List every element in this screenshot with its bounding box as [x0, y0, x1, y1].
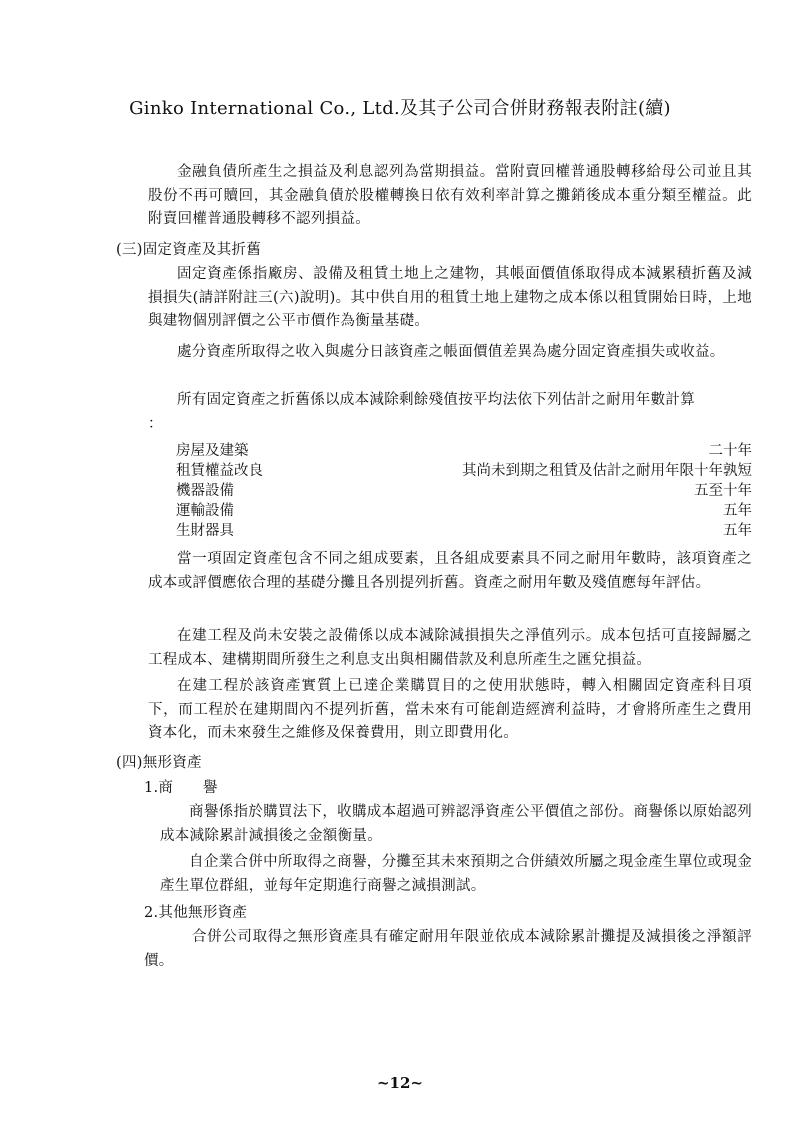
- paragraph-fixed-assets-definition: 固定資產係指廠房、設備及租賃土地上之建物，其帳面價值係取得成本減累積折舊及減損損失(請詳附註三(六)說明)。其中供自用的租賃土地上建物之成本係以租賃開始日時，上地與建物個別評價之公平市價作為衡量基礎。: [148, 266, 752, 329]
- paragraph-disposal: 處分資產所取得之收入與處分日該資產之帳面價值差異為處分固定資產損失或收益。: [177, 344, 725, 360]
- section-heading-fixed-assets: (三)固定資產及其折舊: [116, 242, 262, 258]
- paragraph-other-intangible: 合併公司取得之無形資產具有確定耐用年限並依成本減除累計攤提及減損後之淨額評價。: [144, 929, 752, 969]
- useful-life-label: 租賃權益改良: [176, 463, 263, 479]
- subheading-other-intangible: 2.其他無形資產: [144, 905, 248, 921]
- paragraph-depreciation: 所有固定資產之折舊係以成本減除剩餘殘值按平均法依下列估計之耐用年數計算: [177, 392, 695, 408]
- useful-life-value: 其尚未到期之租賃及估計之耐用年限十年孰短: [462, 463, 752, 479]
- useful-life-row: [176, 521, 752, 541]
- paragraph-components: 當一項固定資產包含不同之組成要素，且各組成要素具不同之耐用年數時，該項資產之成本或評價應依合理的基礎分攤且各別提列折舊。資產之耐用年數及殘值應每年評估。: [148, 551, 752, 591]
- useful-life-label: 機器設備: [176, 483, 234, 499]
- useful-life-label: 運輸設備: [176, 503, 234, 519]
- useful-life-row: [176, 501, 752, 521]
- page-number: ~12~: [376, 1074, 423, 1092]
- page-title: Ginko International Co., Ltd.及其子公司合併財務報表附註(續): [129, 98, 671, 119]
- useful-life-label: 房屋及建築: [176, 443, 249, 459]
- section-heading-intangible-assets: (四)無形資產: [116, 755, 202, 771]
- paragraph-construction-transfer: 在建工程於該資產實質上已達企業購買目的之使用狀態時，轉入相關固定資產科目項下，而工程於在建期間內不提列折舊，當未來有可能創造經濟利益時，才會將所產生之費用資本化，而未來發生之維修及保養費用，則立即費用化。: [148, 678, 752, 741]
- useful-life-row: [176, 481, 752, 501]
- paragraph-goodwill-definition: 商譽係指於購買法下，收購成本超過可辨認淨資產公平價值之部份。商譽係以原始認列成本減除累計減損後之金額衡量。: [160, 804, 752, 844]
- useful-life-value: 五年: [723, 523, 752, 539]
- paragraph-liability: 金融負債所產生之損益及利息認列為當期損益。當附賣回權普通股轉移給母公司並且其股份不再可贖回，其金融負債於股權轉換日依有效利率計算之攤銷後成本重分類至權益。此附賣回權普通股轉移不認列損益。: [148, 164, 752, 227]
- paragraph-construction-in-progress: 在建工程及尚未安裝之設備係以成本減除減損損失之淨值列示。成本包括可直接歸屬之工程成本、建構期間所發生之利息支出與相關借款及利息所產生之匯兌損益。: [148, 628, 752, 668]
- paragraph-depreciation-colon: ：: [148, 416, 163, 432]
- useful-life-value: 五年: [723, 503, 752, 519]
- useful-life-row: [176, 441, 752, 461]
- subheading-goodwill: 1.商 譽: [144, 780, 218, 796]
- paragraph-goodwill-allocation: 自企業合併中所取得之商譽，分攤至其未來預期之合併績效所屬之現金產生單位或現金產生單位群組，並每年定期進行商譽之減損測試。: [160, 854, 752, 894]
- useful-life-value: 二十年: [708, 443, 752, 459]
- useful-life-value: 五至十年: [694, 483, 752, 499]
- useful-life-label: 生財器具: [176, 523, 234, 539]
- useful-life-row: [176, 461, 752, 481]
